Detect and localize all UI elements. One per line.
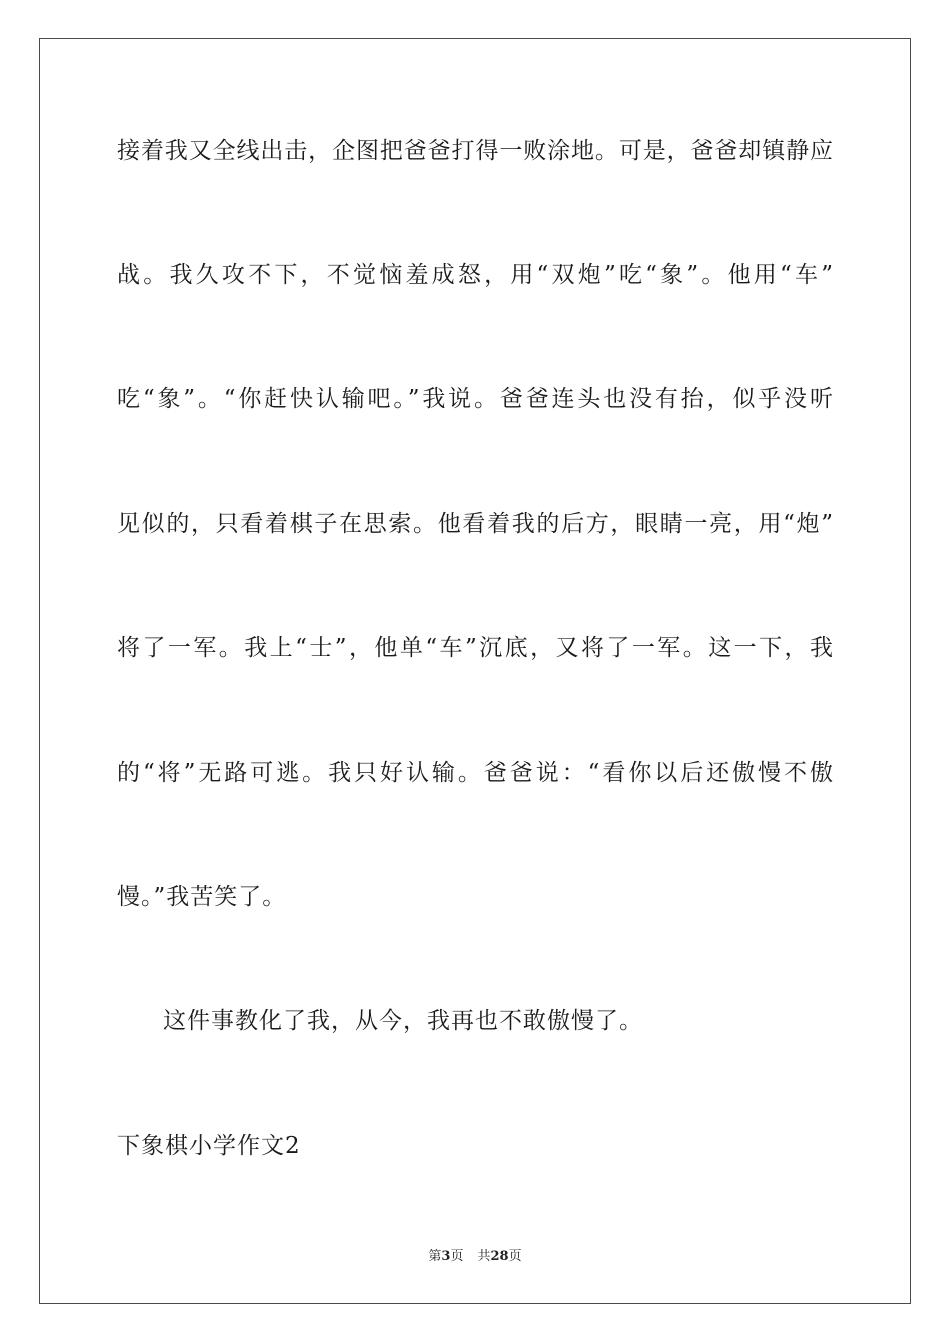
total-pages: 28 (490, 1249, 509, 1264)
paragraph-conclusion: 这件事教化了我，从今，我再也不敢傲慢了。 (163, 1008, 643, 1034)
paragraph-line-1: 接着我又全线出击，企图把爸爸打得一败涂地。可是，爸爸却镇静应 (117, 138, 833, 164)
page-footer (0, 1248, 950, 1266)
paragraph-line-5: 将了一军。我上“士”，他单“车”沉底，又将了一军。这一下，我 (117, 635, 833, 661)
paragraph-line-2: 战。我久攻不下，不觉恼羞成怒，用“双炮”吃“象”。他用“车” (117, 262, 833, 288)
paragraph-line-6: 的“将”无路可逃。我只好认输。爸爸说：“看你以后还傲慢不傲 (117, 760, 833, 786)
page-number: 3 (441, 1249, 451, 1264)
section-heading: 下象棋小学作文2 (117, 1133, 301, 1159)
paragraph-line-4: 见似的，只看着棋子在思索。他看着我的后方，眼睛一亮，用“炮” (117, 511, 833, 537)
total-prefix: 共 (477, 1249, 491, 1264)
page-suffix: 页 (450, 1249, 464, 1264)
page-prefix: 第 (428, 1249, 442, 1264)
page-border (39, 38, 911, 1304)
paragraph-line-3: 吃“象”。“你赶快认输吧。”我说。爸爸连头也没有抬，似乎没听 (117, 386, 833, 412)
paragraph-line-7: 慢。”我苦笑了。 (117, 884, 287, 910)
total-suffix: 页 (508, 1249, 522, 1264)
